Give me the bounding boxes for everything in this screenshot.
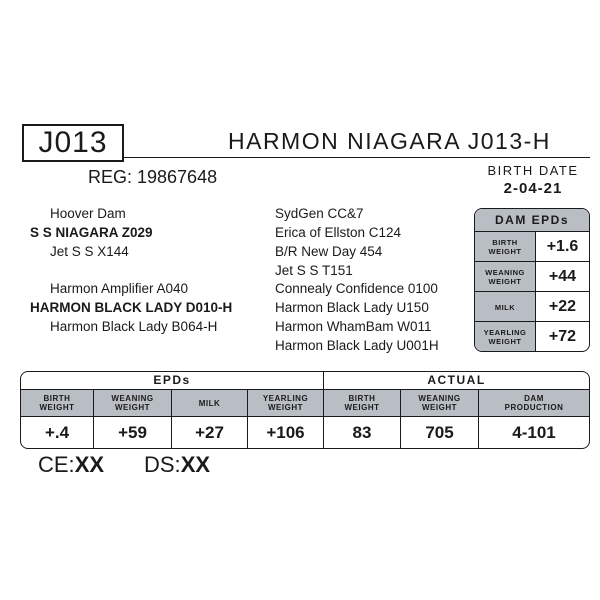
column-header: YEARLING WEIGHT bbox=[248, 390, 324, 416]
animal-name: HARMON NIAGARA J013-H bbox=[228, 128, 551, 154]
dam-epd-value: +1.6 bbox=[546, 238, 579, 255]
dam-epd-value: +44 bbox=[548, 268, 577, 285]
dam-epds-title: DAM EPDs bbox=[475, 209, 589, 232]
column-header: BIRTH WEIGHT bbox=[324, 390, 401, 416]
dam-epd-label: YEARLING WEIGHT bbox=[475, 322, 536, 352]
table-cell: 4-101 bbox=[512, 422, 556, 442]
pedigree-ancestor: Harmon Black Lady U001H bbox=[275, 338, 439, 353]
table-cell: +59 bbox=[94, 417, 172, 448]
sire: S S NIAGARA Z029 bbox=[30, 225, 153, 240]
pedigree-ancestor: Harmon Black Lady U150 bbox=[275, 300, 429, 315]
dam-epd-row bbox=[475, 261, 589, 292]
table-cell: +106 bbox=[248, 417, 324, 448]
birth-date-label: BIRTH DATE bbox=[487, 163, 579, 178]
pedigree-ancestor: Harmon WhamBam W011 bbox=[275, 319, 432, 334]
table-cell: +27 bbox=[172, 417, 248, 448]
dam-epds-box bbox=[474, 208, 590, 352]
pedigree-ancestor: Jet S S T151 bbox=[275, 263, 353, 278]
dam: HARMON BLACK LADY D010-H bbox=[30, 300, 233, 315]
registration-number: REG: 19867648 bbox=[88, 167, 218, 187]
table-cell: +.4 bbox=[21, 417, 94, 448]
table-cell: 83 bbox=[324, 417, 401, 448]
table-cell: 705 bbox=[401, 417, 479, 448]
sire-sire: Hoover Dam bbox=[50, 206, 126, 221]
column-header: DAM PRODUCTION bbox=[504, 394, 564, 412]
calving-ease: CE:XX bbox=[38, 452, 105, 477]
birth-date: 2-04-21 bbox=[503, 180, 563, 197]
dam-epd-label: WEANING WEIGHT bbox=[475, 262, 536, 292]
dam-epd-row bbox=[475, 321, 589, 352]
dam-sire: Harmon Amplifier A040 bbox=[50, 281, 189, 296]
sire-dam: Jet S S X144 bbox=[50, 244, 129, 259]
column-header: WEANING WEIGHT bbox=[94, 390, 172, 416]
dam-epd-row bbox=[475, 231, 589, 262]
epd-table bbox=[20, 371, 590, 449]
docility-score: DS:XX bbox=[144, 452, 211, 477]
pedigree-ancestor: Connealy Confidence 0100 bbox=[275, 281, 438, 296]
lot-number: J013 bbox=[22, 124, 124, 162]
pedigree-ancestor: Erica of Ellston C124 bbox=[275, 225, 402, 240]
epds-group-title: EPDs bbox=[153, 373, 191, 387]
title-rule bbox=[122, 157, 590, 158]
column-header: MILK bbox=[172, 390, 248, 416]
pedigree-ancestor: B/R New Day 454 bbox=[275, 244, 383, 259]
actual-group-title: ACTUAL bbox=[427, 373, 486, 387]
dam-epd-row bbox=[475, 291, 589, 322]
table-header-row bbox=[21, 389, 589, 417]
dam-epd-label: BIRTH WEIGHT bbox=[475, 232, 536, 262]
dam-epd-value: +72 bbox=[548, 328, 577, 345]
dam-dam: Harmon Black Lady B064-H bbox=[50, 319, 218, 334]
dam-epd-value: +22 bbox=[548, 298, 577, 315]
dam-epd-label: MILK bbox=[475, 292, 536, 322]
pedigree-ancestor: SydGen CC&7 bbox=[275, 206, 364, 221]
column-header: WEANING WEIGHT bbox=[401, 390, 479, 416]
column-header: BIRTH WEIGHT bbox=[21, 390, 94, 416]
